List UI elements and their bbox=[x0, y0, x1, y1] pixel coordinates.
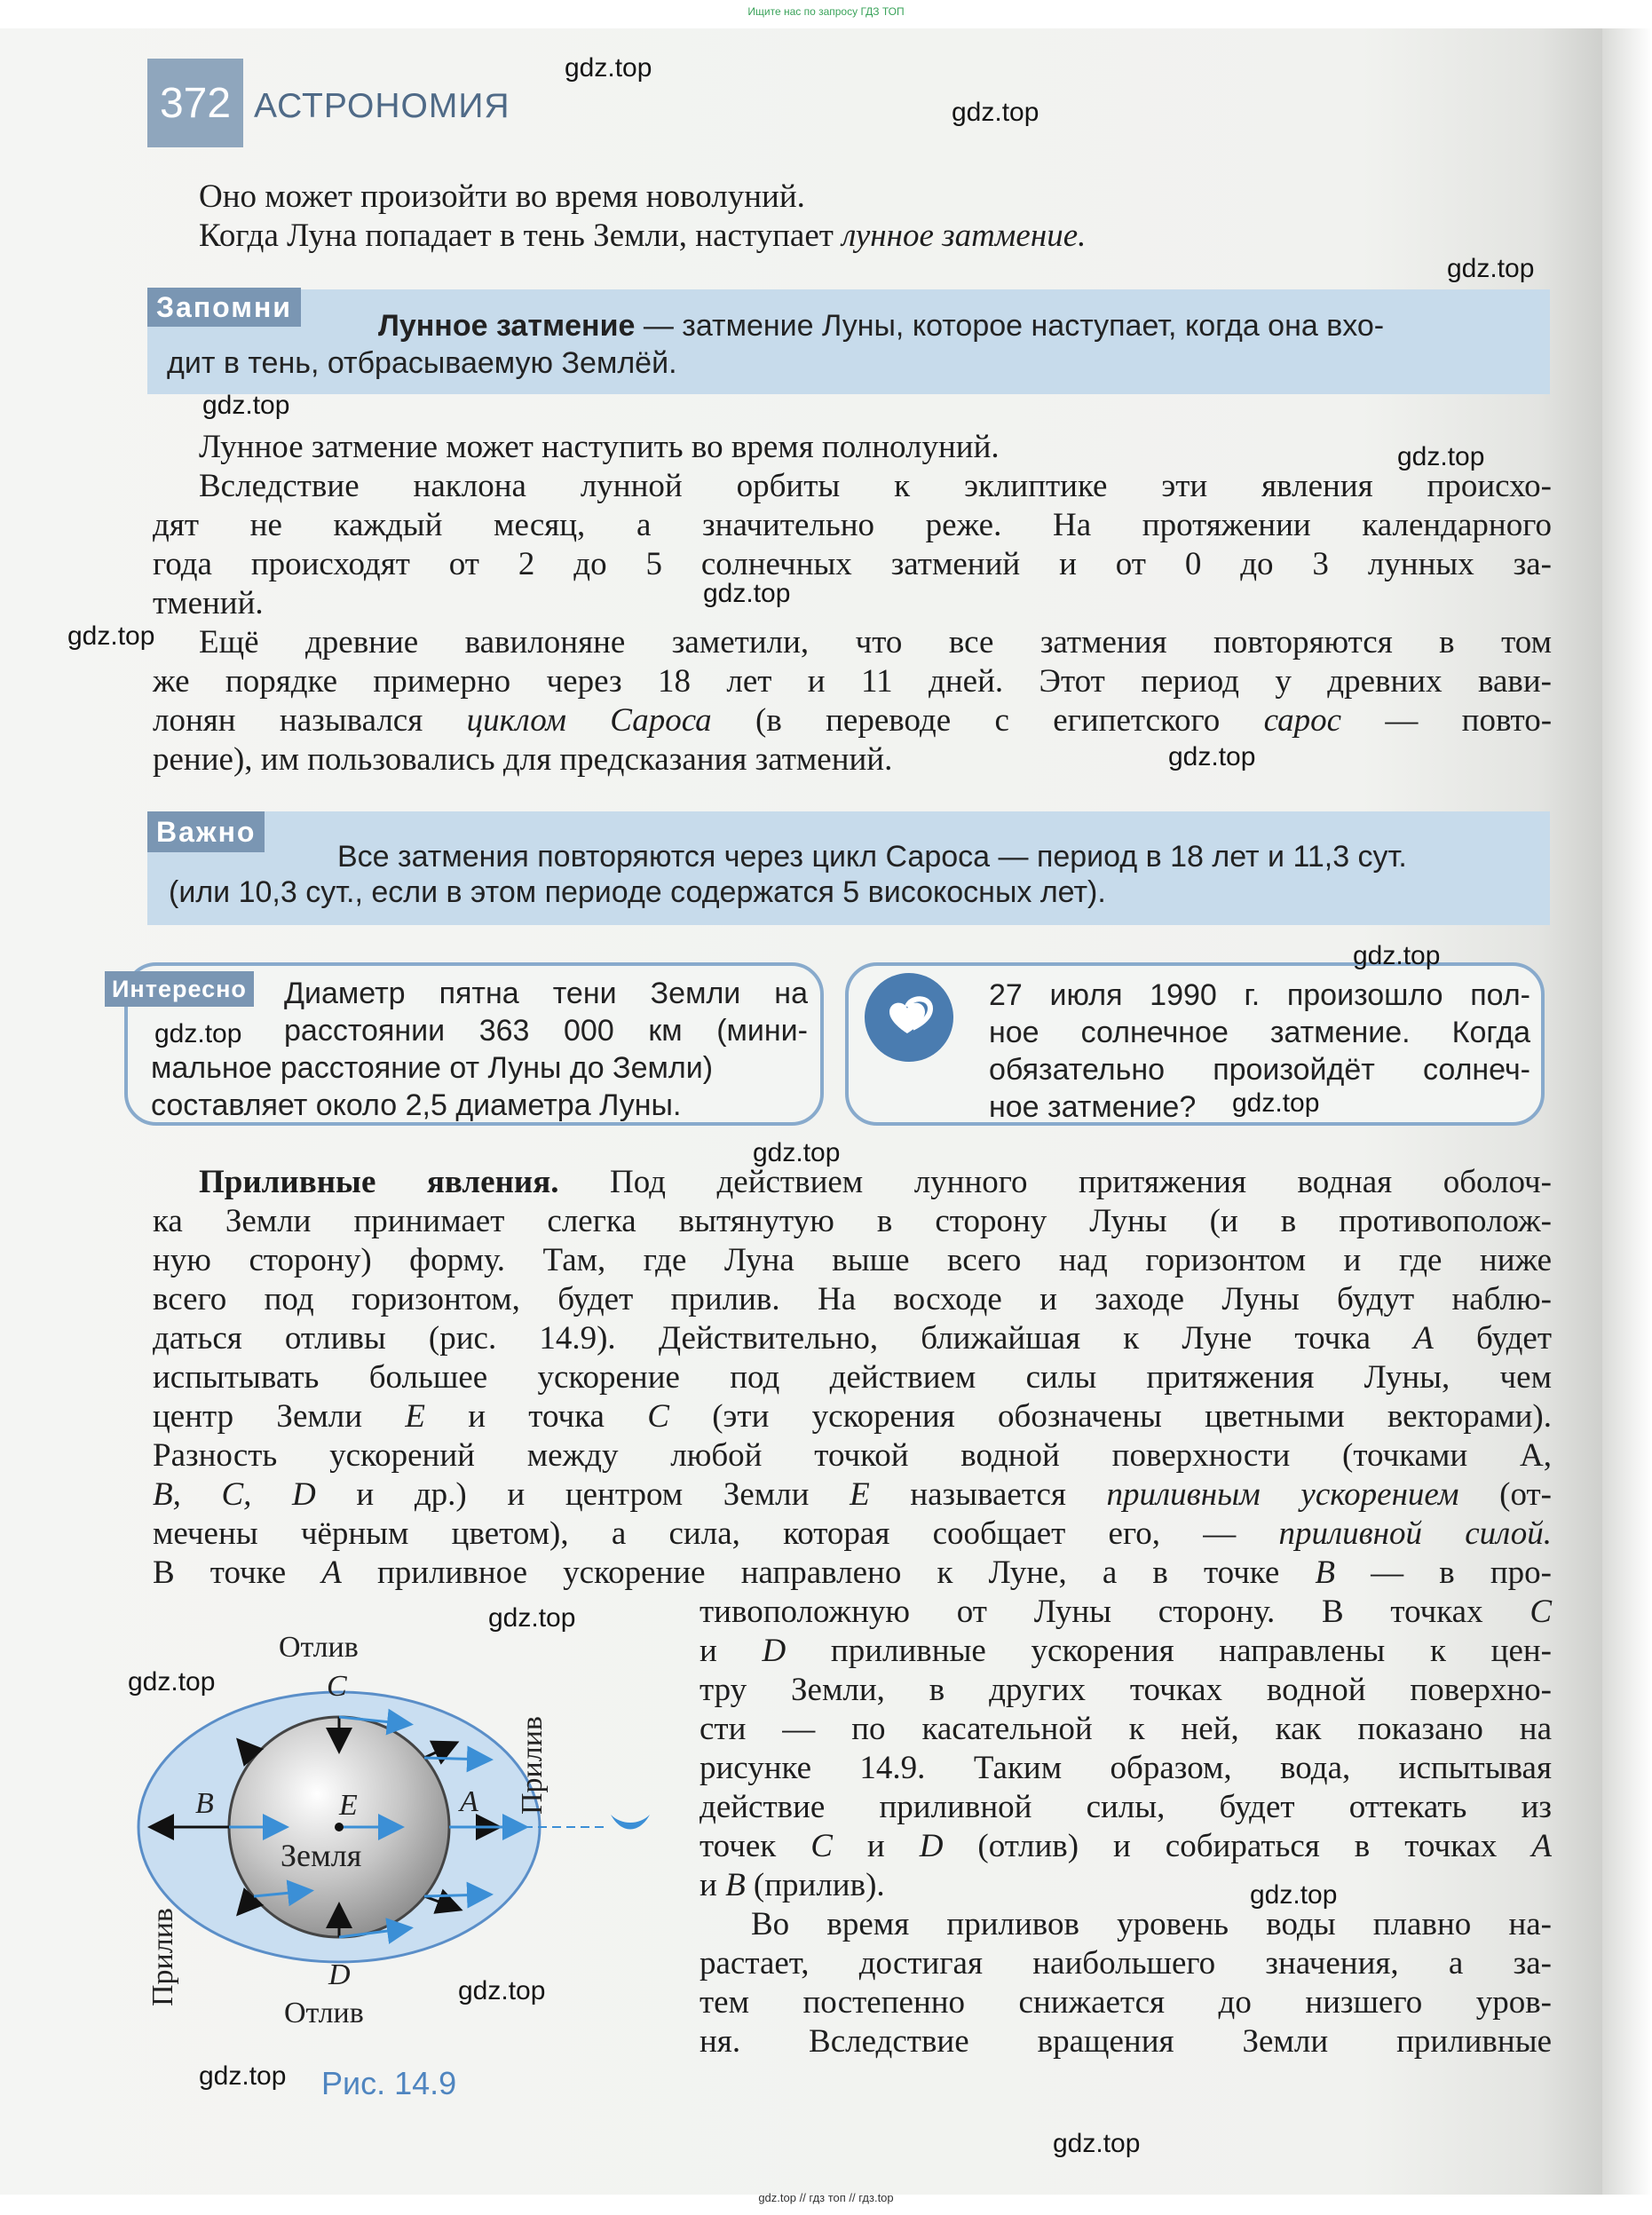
body-line: тмений. bbox=[153, 585, 264, 621]
tides-line bbox=[700, 1827, 1552, 1866]
text-run: Когда Луна попадает в тень Земли, наступает bbox=[199, 218, 842, 254]
text-run: и bbox=[700, 1867, 726, 1903]
term-italic: циклом Сароса bbox=[466, 702, 712, 739]
watermark: gdz.top bbox=[128, 1667, 216, 1697]
watermark: gdz.top bbox=[1353, 941, 1441, 970]
watermark: gdz.top bbox=[1232, 1088, 1320, 1118]
point-label: C bbox=[647, 1398, 669, 1435]
tides-line: Во время приливов уровень воды плавно на- bbox=[751, 1906, 1552, 1942]
watermark: gdz.top bbox=[67, 621, 155, 651]
tides-line bbox=[700, 1593, 1552, 1632]
question-text: обязательно произойдёт солнеч- bbox=[989, 1053, 1530, 1087]
important-tag: Важно bbox=[147, 811, 265, 852]
text-run: и bbox=[700, 1633, 763, 1669]
text-run: мечены чёрным цветом), а сила, которая сообщает его, — bbox=[153, 1515, 1279, 1552]
tides-line: тем постепенно снижается до низшего уров- bbox=[700, 1984, 1552, 2021]
body-line: дят не каждый месяц, а значительно реже. На протяжении календарного bbox=[153, 507, 1552, 543]
watermark: gdz.top bbox=[565, 53, 652, 83]
text-run: (прилив). bbox=[745, 1867, 885, 1903]
watermark: gdz.top bbox=[202, 391, 290, 420]
question-text: ное затмение? bbox=[989, 1090, 1197, 1124]
page-edge bbox=[1602, 28, 1652, 2195]
text-run: называется bbox=[869, 1476, 1107, 1513]
text-run: — затмение Луны, которое наступает, когда она вхо- bbox=[635, 309, 1385, 343]
flood-label-right: Прилив bbox=[516, 1716, 549, 1815]
remember-text bbox=[378, 307, 1384, 344]
text-run: центр Земли bbox=[153, 1398, 406, 1435]
bottom-note: gdz.top // гдз топ // гдз.top bbox=[758, 2191, 894, 2204]
intro-line: Оно может произойти во время новолуний. bbox=[199, 178, 805, 215]
term-bold: Лунное затмение bbox=[378, 309, 636, 343]
intro-line bbox=[199, 217, 1086, 256]
watermark: gdz.top bbox=[1053, 2129, 1141, 2158]
earth-label: Земля bbox=[281, 1838, 362, 1873]
point-label: A bbox=[1531, 1828, 1553, 1864]
body-line: Ещё древние вавилоняне заметили, что все затмения повторяются в том bbox=[199, 624, 1552, 661]
point-label: B bbox=[1315, 1554, 1336, 1591]
page-subject: АСТРОНОМИЯ bbox=[254, 87, 510, 125]
point-c-label: C bbox=[327, 1670, 347, 1703]
tides-line bbox=[700, 1632, 1552, 1671]
body-line bbox=[153, 701, 1552, 740]
point-label: E bbox=[405, 1398, 425, 1435]
text-run: (эти ускорения обозначены цветными векторами). bbox=[668, 1398, 1552, 1435]
text-run: В точке bbox=[153, 1554, 322, 1591]
text-run: приливное ускорение направлено к Луне, а в точке bbox=[341, 1554, 1316, 1591]
text-run: и др.) и центром Земли bbox=[315, 1476, 850, 1513]
text-run: (отлив) и собираться в точках bbox=[943, 1828, 1532, 1864]
tides-line: тру Земли, в других точках водной поверхно- bbox=[700, 1672, 1552, 1708]
watermark: gdz.top bbox=[1250, 1880, 1338, 1910]
body-line: же порядке примерно через 18 лет и 11 дней. Этот период у древних вави- bbox=[153, 663, 1552, 700]
watermark: gdz.top bbox=[458, 1976, 546, 2005]
tides-line: испытывать большее ускорение под действием силы притяжения Луны, чем bbox=[153, 1359, 1552, 1396]
text-run: приливные ускорения направлены к цен- bbox=[786, 1633, 1552, 1669]
point-label: B, C, D bbox=[153, 1476, 316, 1513]
watermark: gdz.top bbox=[753, 1138, 841, 1167]
point-b-label: B bbox=[195, 1787, 214, 1820]
tides-line bbox=[199, 1163, 1552, 1202]
watermark: gdz.top bbox=[1397, 442, 1485, 471]
interesting-tag: Интересно bbox=[105, 971, 254, 1007]
text-run: точек bbox=[700, 1828, 811, 1864]
watermark: gdz.top bbox=[1168, 742, 1256, 771]
tides-line: действие приливной силы, будет оттекать из bbox=[700, 1789, 1552, 1825]
section-heading: Приливные явления. bbox=[199, 1164, 559, 1200]
text-run: Под действием лунного притяжения водная оболоч- bbox=[558, 1164, 1552, 1200]
body-line: Вследствие наклона лунной орбиты к эклиптике эти явления происхо- bbox=[199, 468, 1552, 504]
text-run: (от- bbox=[1458, 1476, 1553, 1513]
tides-line: всего под горизонтом, будет прилив. На восходе и заходе Луны будут наблю- bbox=[153, 1281, 1552, 1317]
tides-line bbox=[153, 1475, 1552, 1515]
tides-line: рисунке 14.9. Таким образом, вода, испытывая bbox=[700, 1750, 1552, 1786]
point-label: C bbox=[1529, 1594, 1552, 1630]
term-italic: лунное затмение. bbox=[842, 218, 1087, 254]
page-number: 372 bbox=[147, 59, 243, 147]
point-label: D bbox=[762, 1633, 786, 1669]
point-label: A bbox=[1413, 1320, 1434, 1357]
important-text: (или 10,3 сут., если в этом периоде содержатся 5 високосных лет). bbox=[169, 875, 1106, 909]
text-run: будет bbox=[1433, 1320, 1552, 1357]
text-run: даться отливы (рис. 14.9). Действительно, ближайшая к Луне точка bbox=[153, 1320, 1414, 1357]
point-label: A bbox=[321, 1554, 342, 1591]
watermark: gdz.top bbox=[199, 2061, 287, 2091]
point-a-label: A bbox=[460, 1785, 478, 1818]
point-label: D bbox=[919, 1828, 944, 1864]
watermark: gdz.top bbox=[154, 1019, 242, 1048]
interesting-text: составляет около 2,5 диаметра Луны. bbox=[151, 1088, 682, 1122]
important-text: Все затмения повторяются через цикл Сароса — период в 18 лет и 11,3 сут. bbox=[337, 840, 1407, 874]
interesting-text: мальное расстояние от Луны до Земли) bbox=[151, 1051, 714, 1085]
interesting-text: расстоянии 363 000 км (мини- bbox=[284, 1014, 808, 1048]
top-note: Ищите нас по запросу ГДЗ ТОП bbox=[747, 5, 905, 18]
tides-line bbox=[153, 1319, 1552, 1358]
flood-label-left: Прилив bbox=[146, 1908, 179, 2006]
tides-line: Разность ускорений между любой точкой водной поверхности (точками A, bbox=[153, 1437, 1552, 1474]
figure-caption: Рис. 14.9 bbox=[321, 2065, 457, 2101]
tides-line: ную сторону) форму. Там, где Луна выше всего над горизонтом и где ниже bbox=[153, 1242, 1552, 1278]
point-d-label: D bbox=[328, 1958, 351, 1991]
tides-line bbox=[700, 1866, 885, 1905]
watermark: gdz.top bbox=[488, 1603, 576, 1633]
body-line: Лунное затмение может наступить во время полнолуний. bbox=[199, 429, 1000, 465]
ebb-label-bottom: Отлив bbox=[284, 1997, 364, 2029]
watermark: gdz.top bbox=[703, 579, 791, 608]
question-text: ное солнечное затмение. Когда bbox=[989, 1016, 1530, 1049]
tides-line: растает, достигая наибольшего значения, а за- bbox=[700, 1945, 1552, 1982]
text-run: и bbox=[832, 1828, 920, 1864]
text-run: — в про- bbox=[1335, 1554, 1552, 1591]
interesting-text: Диаметр пятна тени Земли на bbox=[284, 977, 808, 1010]
moon-icon bbox=[611, 1815, 650, 1830]
term-italic: приливным ускорением bbox=[1106, 1476, 1459, 1513]
remember-tag: Запомни bbox=[147, 288, 301, 327]
question-text: 27 июля 1990 г. произошло пол- bbox=[989, 978, 1530, 1012]
body-line: года происходят от 2 до 5 солнечных затмений и от 0 до 3 лунных за- bbox=[153, 546, 1552, 582]
hearts-icon bbox=[863, 971, 955, 1064]
term-italic: сарос bbox=[1263, 702, 1341, 739]
term-italic: приливной силой. bbox=[1278, 1515, 1552, 1552]
text-run: — повто- bbox=[1341, 702, 1553, 739]
point-label: C bbox=[810, 1828, 833, 1864]
body-line: рение), им пользовались для предсказания затмений. bbox=[153, 741, 893, 778]
remember-text: дит в тень, отбрасываемую Землёй. bbox=[167, 346, 677, 380]
ebb-label-top: Отлив bbox=[279, 1631, 359, 1664]
tides-line bbox=[153, 1515, 1552, 1554]
tides-line bbox=[153, 1397, 1552, 1436]
watermark: gdz.top bbox=[952, 98, 1039, 127]
tides-line: ка Земли принимает слегка вытянутую в сторону Луны (и в противополож- bbox=[153, 1203, 1552, 1239]
text-run: тивоположную от Луны сторону. В точках bbox=[700, 1594, 1530, 1630]
point-label: E bbox=[850, 1476, 870, 1513]
watermark: gdz.top bbox=[1447, 254, 1535, 283]
text-run: и точка bbox=[424, 1398, 648, 1435]
point-label: B bbox=[725, 1867, 746, 1903]
point-e-label: E bbox=[339, 1789, 358, 1822]
text-run: (в переводе с египетского bbox=[711, 702, 1264, 739]
tides-line: ня. Вследствие вращения Земли приливные bbox=[700, 2023, 1552, 2060]
text-run: лонян назывался bbox=[153, 702, 467, 739]
point-e-dot bbox=[335, 1823, 344, 1831]
tides-line: сти — по касательной к ней, как показано на bbox=[700, 1711, 1552, 1747]
tides-line bbox=[153, 1554, 1552, 1593]
